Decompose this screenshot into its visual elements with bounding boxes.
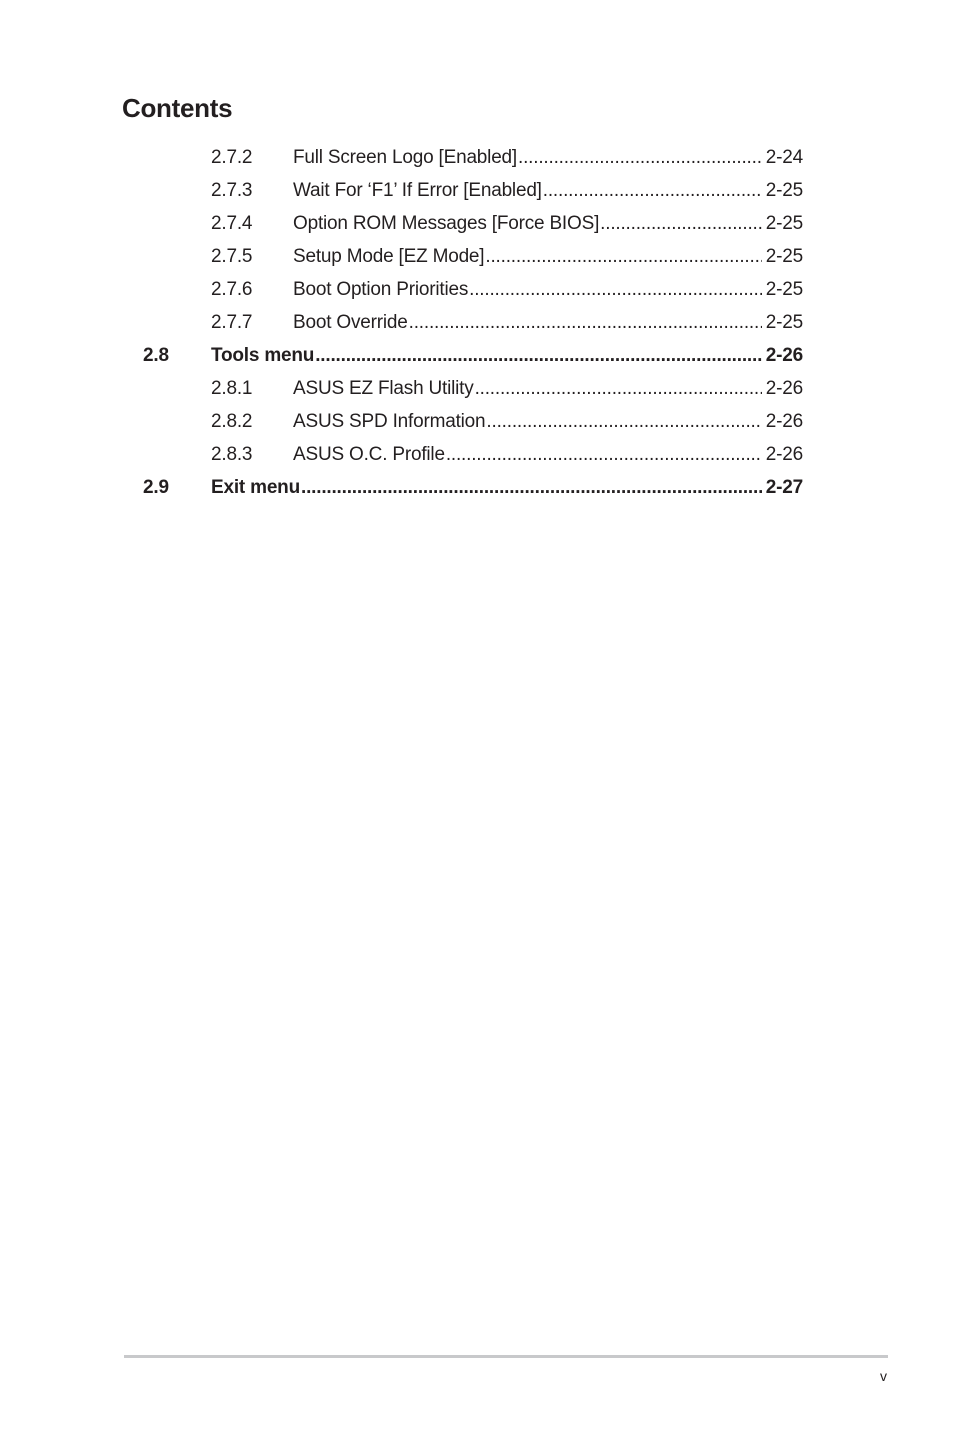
dot-leader bbox=[469, 273, 762, 306]
dot-leader bbox=[409, 306, 762, 339]
toc-entry-page: 2-26 bbox=[765, 411, 803, 432]
toc-entry-title: ASUS EZ Flash Utility bbox=[293, 378, 474, 399]
toc-entry[interactable] bbox=[0, 240, 954, 273]
toc-entry-text bbox=[293, 273, 803, 306]
footer-divider bbox=[124, 1355, 888, 1358]
toc-entry-number: 2.8.1 bbox=[211, 378, 253, 399]
dot-leader bbox=[485, 240, 761, 273]
toc-entry[interactable] bbox=[0, 306, 954, 339]
toc-entry-text bbox=[211, 339, 803, 372]
dot-leader bbox=[600, 207, 762, 240]
toc-entry[interactable] bbox=[0, 372, 954, 405]
toc-entry-title: ASUS O.C. Profile bbox=[293, 444, 445, 465]
toc-entry[interactable] bbox=[0, 207, 954, 240]
toc-entry-number: 2.7.4 bbox=[211, 213, 253, 234]
toc-entry-number: 2.9 bbox=[143, 477, 169, 498]
dot-leader bbox=[475, 372, 762, 405]
toc-entry-title: Tools menu bbox=[211, 345, 315, 366]
toc-entry-page: 2-25 bbox=[765, 279, 803, 300]
dot-leader bbox=[315, 339, 762, 372]
toc-entry-number: 2.7.7 bbox=[211, 312, 253, 333]
toc-entry[interactable] bbox=[0, 438, 954, 471]
toc-entry[interactable] bbox=[0, 405, 954, 438]
dot-leader bbox=[543, 174, 762, 207]
toc-entry-number: 2.8.2 bbox=[211, 411, 253, 432]
toc-entry-page: 2-24 bbox=[765, 147, 803, 168]
toc-entry-number: 2.7.2 bbox=[211, 147, 253, 168]
toc-section-entry[interactable] bbox=[0, 471, 954, 504]
toc-entry-title: Boot Option Priorities bbox=[293, 279, 469, 300]
toc-entry-page: 2-26 bbox=[765, 345, 803, 366]
toc-entry-page: 2-25 bbox=[765, 312, 803, 333]
toc-entry-page: 2-25 bbox=[765, 180, 803, 201]
toc-section-entry[interactable] bbox=[0, 339, 954, 372]
toc-entry[interactable] bbox=[0, 273, 954, 306]
toc-entry-text bbox=[293, 372, 803, 405]
toc-entry-text bbox=[293, 240, 803, 273]
toc-entry-text bbox=[293, 141, 803, 174]
toc-entry-title: Option ROM Messages [Force BIOS] bbox=[293, 213, 600, 234]
toc-entry-number: 2.8 bbox=[143, 345, 169, 366]
toc-entry-text bbox=[293, 405, 803, 438]
toc-entry[interactable] bbox=[0, 174, 954, 207]
toc-entry-text bbox=[293, 306, 803, 339]
toc-entry[interactable] bbox=[0, 141, 954, 174]
toc-entry-number: 2.7.5 bbox=[211, 246, 253, 267]
toc-entry-text bbox=[211, 471, 803, 504]
toc-entry-title: Setup Mode [EZ Mode] bbox=[293, 246, 485, 267]
toc-entry-title: Boot Override bbox=[293, 312, 408, 333]
dot-leader bbox=[301, 471, 762, 504]
toc-entry-page: 2-26 bbox=[765, 378, 803, 399]
page-number: v bbox=[880, 1368, 887, 1384]
toc-entry-number: 2.8.3 bbox=[211, 444, 253, 465]
toc-entry-number: 2.7.6 bbox=[211, 279, 253, 300]
dot-leader bbox=[446, 438, 762, 471]
toc-entry-title: ASUS SPD Information bbox=[293, 411, 486, 432]
toc-entry-number: 2.7.3 bbox=[211, 180, 253, 201]
toc-entry-text bbox=[293, 207, 803, 240]
toc-entry-page: 2-25 bbox=[765, 246, 803, 267]
toc-entry-text bbox=[293, 174, 803, 207]
dot-leader bbox=[518, 141, 762, 174]
toc-entry-text bbox=[293, 438, 803, 471]
toc-entry-page: 2-26 bbox=[765, 444, 803, 465]
page-title: Contents bbox=[122, 93, 233, 123]
toc-entry-title: Exit menu bbox=[211, 477, 300, 498]
dot-leader bbox=[486, 405, 761, 438]
toc-entry-page: 2-25 bbox=[765, 213, 803, 234]
toc-entry-title: Full Screen Logo [Enabled] bbox=[293, 147, 518, 168]
toc-entry-page: 2-27 bbox=[765, 477, 803, 498]
toc-entry-title: Wait For ‘F1’ If Error [Enabled] bbox=[293, 180, 542, 201]
